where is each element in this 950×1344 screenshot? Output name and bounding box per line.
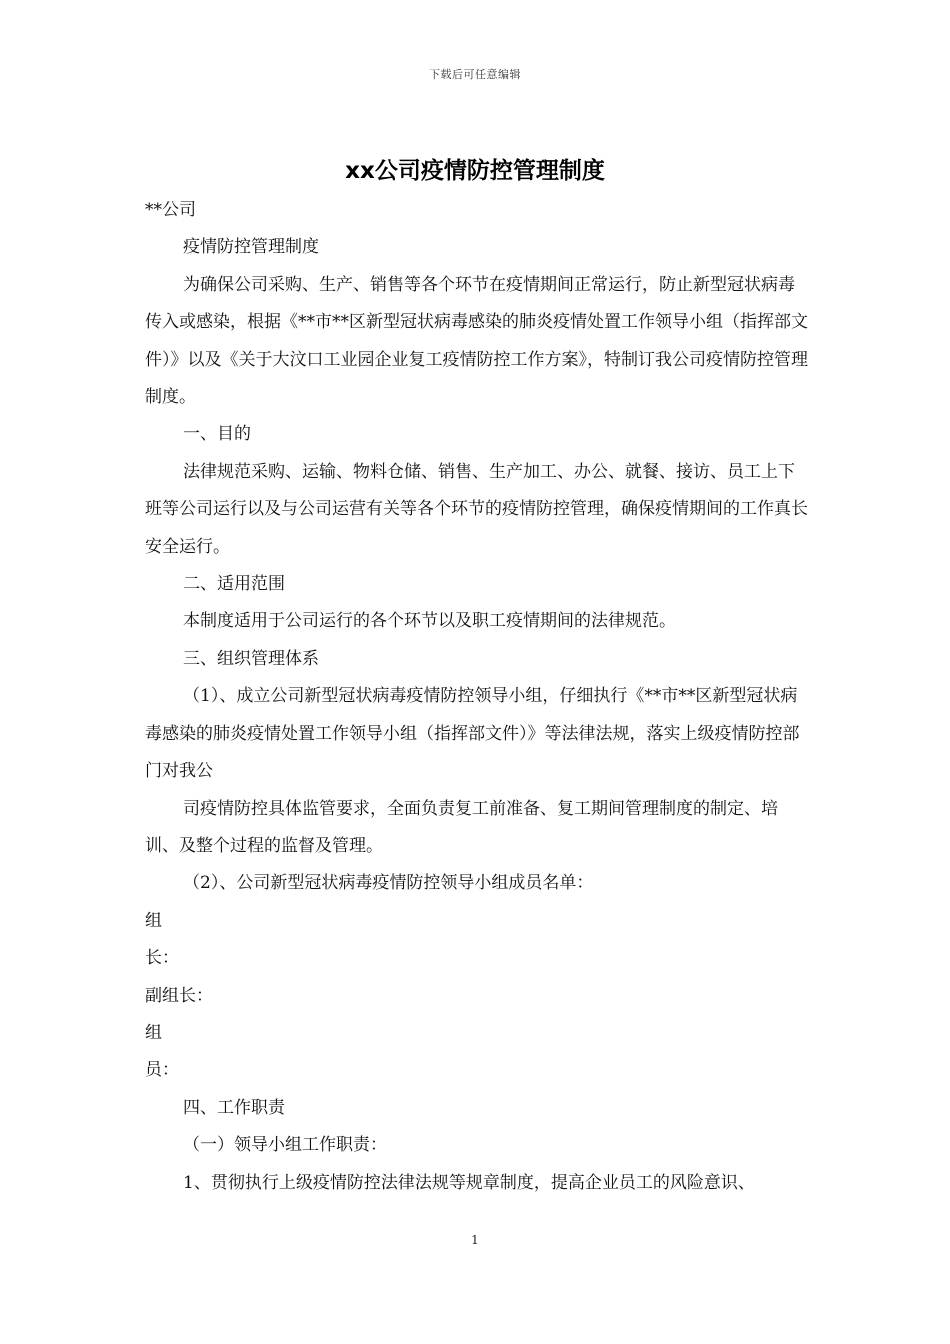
header-note: 下载后可任意编辑 — [429, 68, 521, 81]
section-heading-scope: 二、适用范围 — [183, 574, 285, 595]
document-title: xx公司疫情防控管理制度 — [345, 158, 605, 184]
organization-item-1-continued: 司疫情防控具体监管要求，全面负责复工前准备、复工期间管理制度的制定、培训、及整个过程的监督及管理。 — [145, 798, 778, 856]
organization-item-2: （2）、公司新型冠状病毒疫情防控领导小组成员名单： — [183, 873, 594, 894]
member-line: 员： — [145, 1060, 179, 1081]
intro-paragraph: 为确保公司采购、生产、销售等各个环节在疫情期间正常运行，防止新型冠状病毒传入或感染，根据《**市**区新型冠状病毒感染的肺炎疫情处置工作领导小组（指挥部文件）》以及《关于大汶口工业园企业复工疫情防控工作方案》，特制订我公司疫情防控管理制度。 — [145, 274, 808, 408]
member-line: 长： — [145, 948, 179, 969]
document-body — [145, 192, 810, 1202]
member-line: 组 — [145, 1022, 162, 1043]
section-heading-purpose: 一、目的 — [183, 424, 251, 445]
page-number: 1 — [471, 1233, 479, 1247]
member-line: 组 — [145, 910, 162, 931]
section-text-scope: 本制度适用于公司运行的各个环节以及职工疫情期间的法律规范。 — [183, 611, 676, 632]
section-heading-organization: 三、组织管理体系 — [183, 648, 319, 669]
member-line: 副组长： — [145, 985, 213, 1006]
section-heading-duties: 四、工作职责 — [183, 1097, 285, 1118]
organization-item-1: （1）、成立公司新型冠状病毒疫情防控领导小组，仔细执行《**市**区新型冠状病毒感染的肺炎疫情处置工作领导小组（指挥部文件）》等法律法规，落实上级疫情防控部门对我公 — [145, 686, 800, 782]
duties-subheading: （一）领导小组工作职责： — [183, 1135, 387, 1156]
company-line: **公司 — [145, 200, 196, 220]
section-text-purpose: 法律规范采购、运输、物料仓储、销售、生产加工、办公、就餐、接访、员工上下班等公司运行以及与公司运营有关等各个环节的疫情防控管理，确保疫情期间的工作真长安全运行。 — [145, 461, 808, 557]
document-subtitle: 疫情防控管理制度 — [183, 237, 319, 258]
duties-item-1: 1、贯彻执行上级疫情防控法律法规等规章制度，提高企业员工的风险意识、 — [183, 1172, 755, 1193]
